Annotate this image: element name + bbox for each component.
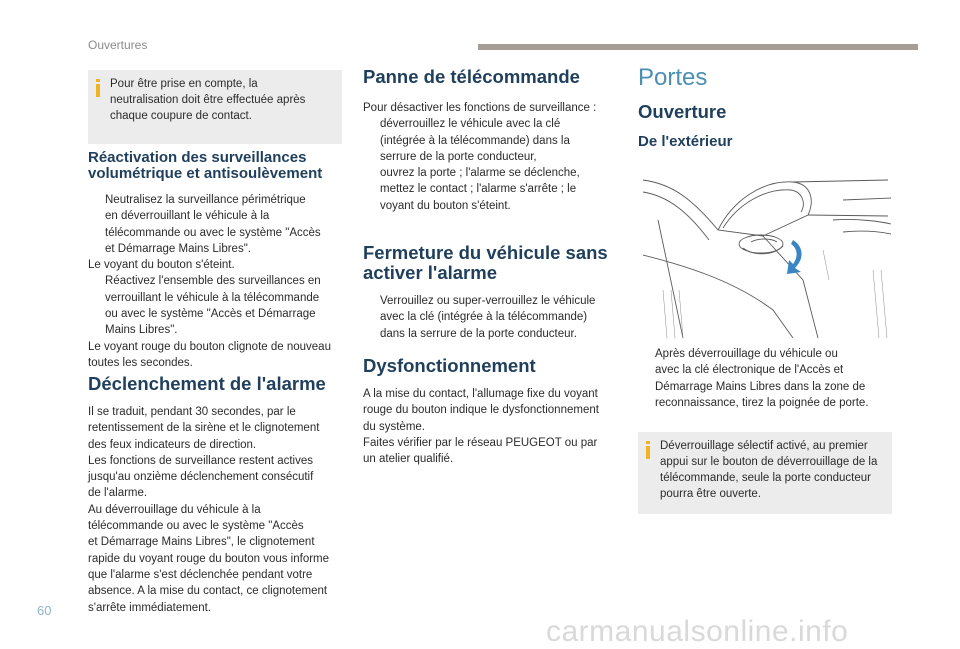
- text-line: Verrouillez ou super-verrouillez le véhicule: [380, 295, 596, 307]
- reactivation-section: [88, 150, 342, 371]
- bullet-item: [363, 165, 617, 181]
- text-line: toutes les secondes.: [88, 356, 193, 369]
- portes-title: Portes: [638, 64, 708, 91]
- text-line: et Démarrage Mains Libres", le clignotement: [88, 536, 315, 549]
- text-line: télécommande ou avec le système "Accès: [88, 520, 304, 533]
- title-line: activer l'alarme: [363, 262, 497, 283]
- info-note-deverrouillage: [638, 432, 892, 514]
- exterieur-title: De l'extérieur: [638, 133, 733, 150]
- text-line: voyant du bouton s'éteint.: [380, 199, 511, 212]
- declenchement-body: [88, 404, 342, 616]
- note-line: Pour être prise en compte, la: [110, 78, 258, 90]
- bullet-item: [363, 293, 617, 342]
- text-line: ouvrez la porte ; l'alarme se déclenche,: [380, 167, 580, 180]
- bullet-item: [88, 192, 342, 257]
- text-line: Après déverrouillage du véhicule ou: [655, 348, 838, 360]
- text-line: s'arrête immédiatement.: [88, 601, 211, 614]
- pull-arrow-icon: [787, 240, 802, 274]
- text-line: des feux indicateurs de direction.: [88, 438, 257, 451]
- bullet-item: [363, 181, 617, 214]
- text-line: de l'alarme.: [88, 487, 148, 500]
- text-line: Le voyant du bouton s'éteint.: [88, 259, 235, 272]
- door-handle-illustration: [643, 160, 891, 338]
- note-line: pourra être ouverte.: [660, 488, 762, 500]
- info-icon: [96, 79, 100, 97]
- text-line: Réactivez l'ensemble des surveillances en: [105, 275, 321, 288]
- text-line: Le voyant rouge du bouton clignote de nouveau: [88, 340, 331, 353]
- declenchement-section: [88, 374, 342, 616]
- ouverture-title: Ouverture: [638, 101, 727, 122]
- text-line: jusqu'au onzième déclenchement consécutif: [88, 471, 314, 484]
- dysfonctionnement-section: [363, 356, 617, 467]
- text-line: mettez le contact ; l'alarme s'arrête ; le: [380, 183, 577, 196]
- text-line: du système.: [363, 420, 425, 433]
- exterieur-text: [638, 346, 892, 411]
- note-line: neutralisation doit être effectuée après: [110, 94, 306, 106]
- watermark: carmanualsonline.info: [546, 615, 849, 648]
- bullet-item: [638, 346, 892, 411]
- text-line: avec la clé (intégrée à la télécommande): [380, 311, 588, 324]
- dysfonctionnement-title: Dysfonctionnement: [363, 355, 536, 376]
- text-line: et Démarrage Mains Libres".: [105, 242, 251, 255]
- text-line: Démarrage Mains Libres dans la zone de: [655, 380, 866, 393]
- reactivation-body: [88, 192, 342, 371]
- bullet-item: [88, 273, 342, 338]
- fermeture-title: [363, 243, 617, 283]
- fermeture-section: [363, 243, 617, 342]
- title-line: Fermeture du véhicule sans: [363, 242, 608, 263]
- text-line: reconnaissance, tirez la poignée de porte.: [655, 396, 869, 409]
- page-number: 60: [37, 603, 52, 618]
- reactivation-title: [88, 150, 342, 182]
- text-line: avec la clé électronique de l'Accès et: [655, 364, 844, 377]
- text-line: déverrouillez le véhicule avec la clé: [380, 118, 561, 131]
- note-line: télécommande, seule la porte conducteur: [660, 472, 871, 484]
- bullet-item: [363, 116, 617, 165]
- paragraph: [88, 257, 342, 273]
- dysfonctionnement-body: [363, 386, 617, 467]
- declenchement-title: Déclenchement de l'alarme: [88, 373, 326, 394]
- text-line: (intégrée à la télécommande) dans la: [380, 134, 570, 147]
- text-line: Il se traduit, pendant 30 secondes, par le: [88, 406, 296, 418]
- title-line: volumétrique et antisoulèvement: [88, 165, 323, 182]
- paragraph: [88, 339, 342, 372]
- text-line: retentissement de la sirène et le clignotement: [88, 422, 320, 435]
- title-line: Réactivation des surveillances: [88, 149, 307, 166]
- text-line: Les fonctions de surveillance restent actives: [88, 454, 314, 467]
- note-line: appui sur le bouton de déverrouillage de la: [660, 456, 878, 468]
- info-note-neutralisation: [88, 70, 342, 144]
- text-line: télécommande ou avec le système "Accès: [105, 226, 321, 239]
- text-line: Faites vérifier par le réseau PEUGEOT ou par: [363, 436, 598, 449]
- text-line: Mains Libres".: [105, 324, 178, 337]
- panne-title: Panne de télécommande: [363, 66, 580, 87]
- text-line: absence. A la mise du contact, ce clignotement: [88, 585, 328, 598]
- section-header-label: Ouvertures: [88, 38, 148, 52]
- text-line: en déverrouillant le véhicule à la: [105, 210, 270, 223]
- exterieur-body: [638, 346, 892, 411]
- text-line: un atelier qualifié.: [363, 453, 454, 466]
- portes-section: [638, 64, 892, 150]
- text-line: verrouillant le véhicule à la télécommande: [105, 291, 320, 304]
- header-bar: [478, 44, 918, 50]
- text-line: que l'alarme s'est déclenchée pendant votre: [88, 568, 313, 581]
- info-icon: [646, 441, 650, 459]
- panne-section: [363, 67, 617, 214]
- text-line: rouge du bouton indique le dysfonctionnement: [363, 404, 599, 417]
- panne-body: [363, 100, 617, 214]
- text-line: Pour désactiver les fonctions de surveillance :: [363, 102, 597, 114]
- paragraph: [363, 100, 617, 116]
- text-line: Au déverrouillage du véhicule à la: [88, 503, 261, 516]
- note-line: chaque coupure de contact.: [110, 110, 252, 122]
- text-line: Neutralisez la surveillance périmétrique: [105, 194, 306, 206]
- text-line: ou avec le système "Accès et Démarrage: [105, 308, 316, 321]
- text-line: rapide du voyant rouge du bouton vous informe: [88, 552, 330, 565]
- fermeture-body: [363, 293, 617, 342]
- text-line: A la mise du contact, l'allumage fixe du voyant: [363, 388, 598, 400]
- note-line: Déverrouillage sélectif activé, au premier: [660, 440, 868, 452]
- text-line: dans la serrure de la porte conducteur.: [380, 327, 577, 340]
- text-line: serrure de la porte conducteur,: [380, 150, 537, 163]
